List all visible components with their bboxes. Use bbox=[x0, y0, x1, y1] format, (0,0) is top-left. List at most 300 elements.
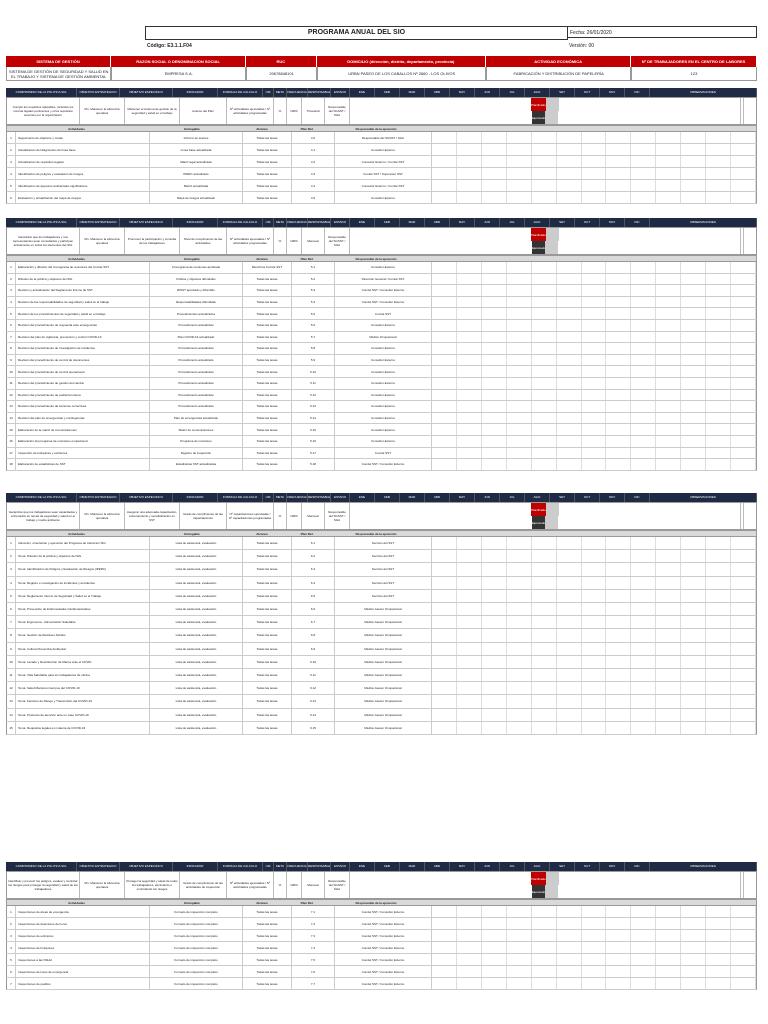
document-date: Fecha: 26/01/2020 bbox=[567, 26, 757, 38]
schedule-cell bbox=[557, 682, 582, 694]
schedule-cell bbox=[532, 401, 557, 412]
schedule-cell bbox=[582, 343, 607, 354]
activity-row bbox=[6, 413, 757, 425]
objective-cell: Nº actividades ejecutadas / Nº actividades programadas bbox=[227, 228, 274, 254]
activity-n: 16 bbox=[7, 436, 16, 447]
activity-header bbox=[6, 255, 757, 262]
activity-plan: 6.1 bbox=[292, 537, 335, 549]
schedule-cell bbox=[656, 144, 681, 155]
schedule-cell bbox=[457, 918, 482, 929]
activity-resp: Comité SST / Consultor Externo bbox=[335, 942, 432, 953]
activity-row bbox=[6, 550, 757, 563]
schedule-cell bbox=[582, 132, 607, 143]
schedule-cell bbox=[507, 459, 532, 470]
activity-actividad: Revisión del procedimiento de investigación de incidentes bbox=[16, 343, 150, 354]
schedule-cell bbox=[557, 424, 582, 435]
activity-alcance: Todas las áreas bbox=[243, 320, 292, 331]
activity-entregable: Estadísticas SST actualizadas bbox=[150, 459, 243, 470]
schedule-cell bbox=[507, 424, 532, 435]
month-header-cell: SET bbox=[550, 493, 575, 502]
schedule-cell bbox=[681, 192, 706, 203]
activity-entregable: Lista de asistencia, evaluación bbox=[150, 643, 243, 655]
document-version: Versión: 00 bbox=[569, 43, 595, 49]
objective-cell: 100% bbox=[287, 503, 302, 529]
schedule-cell bbox=[606, 285, 631, 296]
activity-plan: 5.2 bbox=[292, 274, 335, 285]
schedule-cell bbox=[681, 709, 706, 721]
schedule-cell bbox=[482, 918, 507, 929]
activity-actividad: Tema: Identificación de Peligros y Evaluación de Riesgos (IPERC) bbox=[16, 563, 150, 575]
activity-alcance: Todas las áreas bbox=[243, 682, 292, 694]
activity-actividad: Tema: Difusión de la política y objetivos del SIG bbox=[16, 550, 150, 562]
schedule-cell bbox=[557, 629, 582, 641]
activity-row bbox=[6, 332, 757, 344]
month-header-cell: JUN bbox=[475, 218, 500, 227]
objective-cell: Cumplir los requisitos aplicables, incluidos los normas legales pertinentes y otros requisitos suscritos por la organización bbox=[7, 98, 80, 124]
activity-schedule bbox=[432, 390, 756, 401]
schedule-cell bbox=[656, 378, 681, 389]
schedule-cell bbox=[482, 459, 507, 470]
schedule-cell bbox=[507, 262, 532, 273]
activity-actividad: Tema: Lavado y Desinfección de Manos ante el COVID bbox=[16, 656, 150, 668]
schedule-cell bbox=[532, 308, 557, 319]
activity-resp: Consultor Externo / Comité SST bbox=[335, 156, 432, 167]
schedule-cell bbox=[706, 343, 731, 354]
activity-n: 3 bbox=[7, 930, 16, 941]
schedule-cell bbox=[656, 643, 681, 655]
schedule-cell bbox=[681, 413, 706, 424]
activity-schedule bbox=[432, 424, 756, 435]
activity-n: 6 bbox=[7, 603, 16, 615]
schedule-cell bbox=[706, 577, 731, 589]
month-header-cell: ENE bbox=[350, 88, 375, 97]
activity-plan: 5.3 bbox=[292, 285, 335, 296]
activity-plan: 5.13 bbox=[292, 401, 335, 412]
objective-cell: Responsable del SGSST / SGA bbox=[325, 872, 350, 898]
activity-n: 17 bbox=[7, 448, 16, 459]
executed-row bbox=[532, 516, 558, 529]
schedule-cell bbox=[681, 669, 706, 681]
month-header-cell: MAY bbox=[450, 862, 475, 871]
schedule-cell bbox=[606, 616, 631, 628]
schedule-cell bbox=[731, 274, 756, 285]
activity-alcance: Todas las áreas bbox=[243, 366, 292, 377]
observations-cell bbox=[741, 872, 744, 898]
activity-resp: Médico Asesor Ocupacional bbox=[335, 616, 432, 628]
month-header-cell: JUN bbox=[475, 862, 500, 871]
schedule-cell bbox=[731, 343, 756, 354]
section-header-cell: COMPROMISO DE LA POLITICA SIG bbox=[6, 88, 77, 97]
activity-row bbox=[6, 355, 757, 367]
activity-schedule bbox=[432, 413, 756, 424]
schedule-cell bbox=[457, 550, 482, 562]
schedule-cell bbox=[681, 942, 706, 953]
activity-entregable: Procedimiento actualizado bbox=[150, 343, 243, 354]
schedule-cell bbox=[706, 355, 731, 366]
activity-row bbox=[6, 590, 757, 603]
schedule-cell bbox=[731, 656, 756, 668]
activity-entregable: Procedimiento actualizado bbox=[150, 355, 243, 366]
month-header-cell: DIC bbox=[625, 862, 650, 871]
schedule-cell bbox=[432, 192, 457, 203]
schedule-cell bbox=[507, 156, 532, 167]
activity-row bbox=[6, 906, 757, 918]
schedule-cell bbox=[457, 132, 482, 143]
schedule-cell bbox=[731, 695, 756, 707]
schedule-cell bbox=[731, 285, 756, 296]
activity-alcance: Todas las áreas bbox=[243, 308, 292, 319]
section-header-cell: FRECUENCIA bbox=[287, 493, 308, 502]
schedule-cell bbox=[557, 180, 582, 191]
activity-schedule bbox=[432, 577, 756, 589]
schedule-cell bbox=[482, 308, 507, 319]
section-header-cell: INDICADOR bbox=[173, 493, 218, 502]
schedule-cell bbox=[432, 656, 457, 668]
schedule-cell bbox=[656, 603, 681, 615]
month-header-cell: MAR bbox=[400, 862, 425, 871]
schedule-cell bbox=[582, 390, 607, 401]
schedule-cell bbox=[457, 297, 482, 308]
schedule-cell bbox=[706, 366, 731, 377]
schedule-cell bbox=[631, 695, 656, 707]
schedule-cell bbox=[681, 424, 706, 435]
schedule-cell bbox=[706, 709, 731, 721]
schedule-cell bbox=[631, 192, 656, 203]
activity-header-cell: Alcance bbox=[256, 257, 268, 261]
schedule-cell bbox=[606, 590, 631, 602]
schedule-cell bbox=[557, 459, 582, 470]
schedule-cell bbox=[582, 978, 607, 989]
activity-actividad: Inspecciones de extintores bbox=[16, 930, 150, 941]
schedule-cell bbox=[656, 180, 681, 191]
activity-row bbox=[6, 603, 757, 616]
schedule-cell bbox=[606, 954, 631, 965]
section-header-cell: FORMULA DE CALCULO bbox=[218, 493, 263, 502]
schedule-cell bbox=[582, 180, 607, 191]
schedule-cell bbox=[557, 413, 582, 424]
schedule-cell bbox=[532, 669, 557, 681]
schedule-cell bbox=[706, 144, 731, 155]
month-header-cell: NOV bbox=[600, 493, 625, 502]
observations-cell bbox=[741, 228, 744, 254]
activity-n: 1 bbox=[7, 262, 16, 273]
schedule-cell bbox=[557, 355, 582, 366]
schedule-cell bbox=[482, 978, 507, 989]
objective-cell: Responsable del SGSST / SGA bbox=[325, 503, 350, 529]
schedule-cell bbox=[532, 355, 557, 366]
schedule-cell bbox=[681, 285, 706, 296]
schedule-cell bbox=[482, 563, 507, 575]
schedule-cell bbox=[482, 285, 507, 296]
schedule-cell bbox=[432, 436, 457, 447]
schedule-cell bbox=[656, 156, 681, 167]
schedule-cell bbox=[606, 424, 631, 435]
activity-schedule bbox=[432, 156, 756, 167]
schedule-cell bbox=[557, 390, 582, 401]
section-header-cell: COMPROMISO DE LA POLITICA SIG bbox=[6, 218, 77, 227]
activity-header-cell: Entregable bbox=[184, 901, 200, 905]
schedule-cell bbox=[457, 378, 482, 389]
activity-actividad: Inspección de botiquines y extintores bbox=[16, 448, 150, 459]
activity-actividad: Inspecciones de pasillos bbox=[16, 978, 150, 989]
company-header-cell: SISTEMA DE GESTIÓN bbox=[6, 56, 111, 67]
schedule-cell bbox=[631, 168, 656, 179]
schedule-cell bbox=[532, 297, 557, 308]
schedule-cell bbox=[432, 709, 457, 721]
schedule-cell bbox=[582, 942, 607, 953]
schedule-cell bbox=[731, 156, 756, 167]
activity-entregable: Matriz legal actualizada bbox=[150, 156, 243, 167]
activity-entregable: Lista de asistencia, evaluación bbox=[150, 537, 243, 549]
activity-actividad: Tema: Salud Mental en tiempos del COVID-19 bbox=[16, 682, 150, 694]
schedule-cell bbox=[482, 297, 507, 308]
schedule-cell bbox=[482, 603, 507, 615]
schedule-cell bbox=[731, 550, 756, 562]
activity-schedule bbox=[432, 343, 756, 354]
schedule-cell bbox=[606, 156, 631, 167]
activity-plan: 5.12 bbox=[292, 390, 335, 401]
company-info-cell: URBN PASEO DE LOS CABALLOS Nº 2660 - LOS OLIVOS bbox=[317, 67, 486, 81]
schedule-cell bbox=[656, 459, 681, 470]
schedule-cell bbox=[606, 308, 631, 319]
activity-actividad: Identificación de peligros y evaluación de riesgos bbox=[16, 168, 150, 179]
schedule-cell bbox=[432, 918, 457, 929]
schedule-cell bbox=[731, 930, 756, 941]
schedule-cell bbox=[457, 156, 482, 167]
activity-n: 8 bbox=[7, 343, 16, 354]
schedule-cell bbox=[457, 274, 482, 285]
month-header-cell: MAY bbox=[450, 218, 475, 227]
activity-resp: Médico Asesor Ocupacional bbox=[335, 722, 432, 734]
schedule-cell bbox=[656, 930, 681, 941]
schedule-cell bbox=[731, 906, 756, 917]
schedule-cell bbox=[557, 285, 582, 296]
status-label: Planificado bbox=[531, 98, 547, 111]
activity-entregable: Formato de inspección completo bbox=[150, 906, 243, 917]
schedule-cell bbox=[457, 401, 482, 412]
activity-schedule bbox=[432, 285, 756, 296]
activity-alcance: Todas las áreas bbox=[243, 656, 292, 668]
activity-entregable: Procedimiento actualizado bbox=[150, 320, 243, 331]
schedule-cell bbox=[432, 459, 457, 470]
schedule-cell bbox=[631, 577, 656, 589]
schedule-cell bbox=[507, 378, 532, 389]
schedule-cell bbox=[432, 156, 457, 167]
schedule-cell bbox=[606, 355, 631, 366]
schedule-cell bbox=[656, 332, 681, 343]
schedule-cell bbox=[457, 695, 482, 707]
schedule-cell bbox=[507, 308, 532, 319]
schedule-cell bbox=[631, 320, 656, 331]
schedule-cell bbox=[681, 459, 706, 470]
month-header-cell: MAY bbox=[450, 493, 475, 502]
schedule-cell bbox=[656, 366, 681, 377]
activity-header-cell: Entregable bbox=[184, 127, 200, 131]
schedule-cell bbox=[582, 308, 607, 319]
schedule-cell bbox=[532, 413, 557, 424]
activity-resp: Médico Asesor Ocupacional bbox=[335, 682, 432, 694]
activity-entregable: Programa de monitoreo bbox=[150, 436, 243, 447]
schedule-cell bbox=[606, 320, 631, 331]
section-header bbox=[6, 88, 757, 97]
schedule-cell bbox=[656, 656, 681, 668]
schedule-cell bbox=[532, 709, 557, 721]
activity-entregable: Procedimiento actualizado bbox=[150, 366, 243, 377]
section-header bbox=[6, 493, 757, 502]
activity-n: 1 bbox=[7, 132, 16, 143]
status-label: Planificado bbox=[531, 872, 547, 885]
schedule-cell bbox=[482, 550, 507, 562]
schedule-cell bbox=[731, 297, 756, 308]
activity-n: 2 bbox=[7, 144, 16, 155]
schedule-cell bbox=[532, 590, 557, 602]
activity-schedule bbox=[432, 563, 756, 575]
schedule-cell bbox=[656, 550, 681, 562]
schedule-cell bbox=[532, 144, 557, 155]
schedule-cell bbox=[582, 918, 607, 929]
objective-cell: Mn. Mantener la eficiencia operativa bbox=[80, 503, 125, 529]
schedule-cell bbox=[457, 709, 482, 721]
schedule-cell bbox=[457, 682, 482, 694]
schedule-cell bbox=[457, 669, 482, 681]
activity-resp: Comité SST bbox=[335, 308, 432, 319]
planned-row bbox=[531, 228, 559, 241]
month-header-cell: JUN bbox=[475, 493, 500, 502]
activity-row bbox=[6, 918, 757, 930]
schedule-cell bbox=[731, 942, 756, 953]
activity-row bbox=[6, 669, 757, 682]
schedule-cell bbox=[731, 537, 756, 549]
activity-actividad: Tema: Vida Saludable para los trabajadores de oficina bbox=[16, 669, 150, 681]
month-cell bbox=[558, 228, 559, 241]
section-header-cell: FORMULA DE CALCULO bbox=[218, 862, 263, 871]
activity-n: 7 bbox=[7, 332, 16, 343]
section-header-cell: INDICADOR bbox=[173, 88, 218, 97]
month-header-cell: FEB bbox=[375, 862, 400, 871]
schedule-cell bbox=[706, 285, 731, 296]
schedule-cell bbox=[706, 332, 731, 343]
schedule-cell bbox=[482, 401, 507, 412]
activity-resp: Servicio del SST bbox=[335, 577, 432, 589]
schedule-cell bbox=[532, 722, 557, 734]
schedule-cell bbox=[656, 320, 681, 331]
activity-row bbox=[6, 577, 757, 590]
activity-schedule bbox=[432, 695, 756, 707]
schedule-cell bbox=[457, 590, 482, 602]
activity-alcance: Todas las áreas bbox=[243, 577, 292, 589]
schedule-cell bbox=[706, 308, 731, 319]
schedule-cell bbox=[432, 563, 457, 575]
schedule-cell bbox=[557, 144, 582, 155]
section-header-cell: FRECUENCIA bbox=[287, 218, 308, 227]
activity-entregable: Plan de emergencias actualizado bbox=[150, 413, 243, 424]
section-header-cell: OBJETIVO ESTRATEGICO bbox=[77, 88, 120, 97]
activity-row bbox=[6, 378, 757, 390]
activity-entregable: Procedimiento actualizado bbox=[150, 378, 243, 389]
schedule-cell bbox=[457, 308, 482, 319]
activity-schedule bbox=[432, 262, 756, 273]
schedule-cell bbox=[731, 978, 756, 989]
schedule-cell bbox=[557, 401, 582, 412]
activity-resp: Comité SST / Supervisor SST bbox=[335, 168, 432, 179]
schedule-cell bbox=[432, 978, 457, 989]
activity-plan: 4.0 bbox=[292, 132, 335, 143]
schedule-cell bbox=[457, 424, 482, 435]
schedule-cell bbox=[432, 180, 457, 191]
activity-row bbox=[6, 616, 757, 629]
activity-alcance: Todas las áreas bbox=[243, 285, 292, 296]
schedule-cell bbox=[681, 537, 706, 549]
schedule-cell bbox=[507, 682, 532, 694]
section-header-cell: OBSERVACIONES bbox=[650, 862, 757, 871]
activity-resp: Consultor Externo bbox=[335, 366, 432, 377]
activity-schedule bbox=[432, 978, 756, 989]
activity-row bbox=[6, 262, 757, 274]
activity-row bbox=[6, 682, 757, 695]
schedule-cell bbox=[557, 930, 582, 941]
schedule-cell bbox=[706, 966, 731, 977]
month-header-cell: SET bbox=[550, 218, 575, 227]
section-header-cell: META bbox=[274, 88, 287, 97]
schedule-cell bbox=[432, 378, 457, 389]
schedule-cell bbox=[507, 343, 532, 354]
activity-schedule bbox=[432, 274, 756, 285]
schedule-cell bbox=[681, 550, 706, 562]
schedule-cell bbox=[507, 285, 532, 296]
status-label: Planificado bbox=[531, 228, 547, 241]
activity-header-cell: Actividades bbox=[68, 257, 85, 261]
schedule-cell bbox=[681, 262, 706, 273]
schedule-cell bbox=[706, 192, 731, 203]
month-header-cell: FEB bbox=[375, 218, 400, 227]
activity-n: 8 bbox=[7, 629, 16, 641]
objective-cell: Trimestral bbox=[302, 98, 325, 124]
month-header-cell: DIC bbox=[625, 88, 650, 97]
status-label: Planificado bbox=[531, 503, 547, 516]
schedule-cell bbox=[706, 550, 731, 562]
schedule-cell bbox=[631, 590, 656, 602]
schedule-cell bbox=[606, 262, 631, 273]
activity-alcance: Todas las áreas bbox=[243, 966, 292, 977]
activity-alcance: Todas las áreas bbox=[243, 274, 292, 285]
objective-row bbox=[6, 871, 757, 899]
schedule-cell bbox=[507, 132, 532, 143]
schedule-cell bbox=[681, 132, 706, 143]
schedule-cell bbox=[681, 297, 706, 308]
schedule-cell bbox=[532, 180, 557, 191]
month-header-cell: JUL bbox=[500, 862, 525, 871]
activity-schedule bbox=[432, 629, 756, 641]
activity-resp: Consultor Externo bbox=[335, 192, 432, 203]
section-header-cell: RESPONSABLE bbox=[308, 862, 331, 871]
activity-schedule bbox=[432, 550, 756, 562]
schedule-cell bbox=[631, 616, 656, 628]
section-header-cell: OBJETIVO ESTRATEGICO bbox=[77, 493, 120, 502]
schedule-grid bbox=[350, 98, 741, 124]
schedule-cell bbox=[656, 436, 681, 447]
schedule-cell bbox=[532, 966, 557, 977]
activity-schedule bbox=[432, 918, 756, 929]
schedule-cell bbox=[706, 930, 731, 941]
schedule-cell bbox=[432, 390, 457, 401]
activity-actividad: Tema: Cultura Preventiva Ambiental bbox=[16, 643, 150, 655]
month-cell bbox=[557, 241, 558, 254]
activity-resp: Servicio del SST bbox=[335, 590, 432, 602]
activity-plan: 6.12 bbox=[292, 682, 335, 694]
schedule-cell bbox=[631, 355, 656, 366]
schedule-cell bbox=[631, 966, 656, 977]
schedule-cell bbox=[582, 320, 607, 331]
